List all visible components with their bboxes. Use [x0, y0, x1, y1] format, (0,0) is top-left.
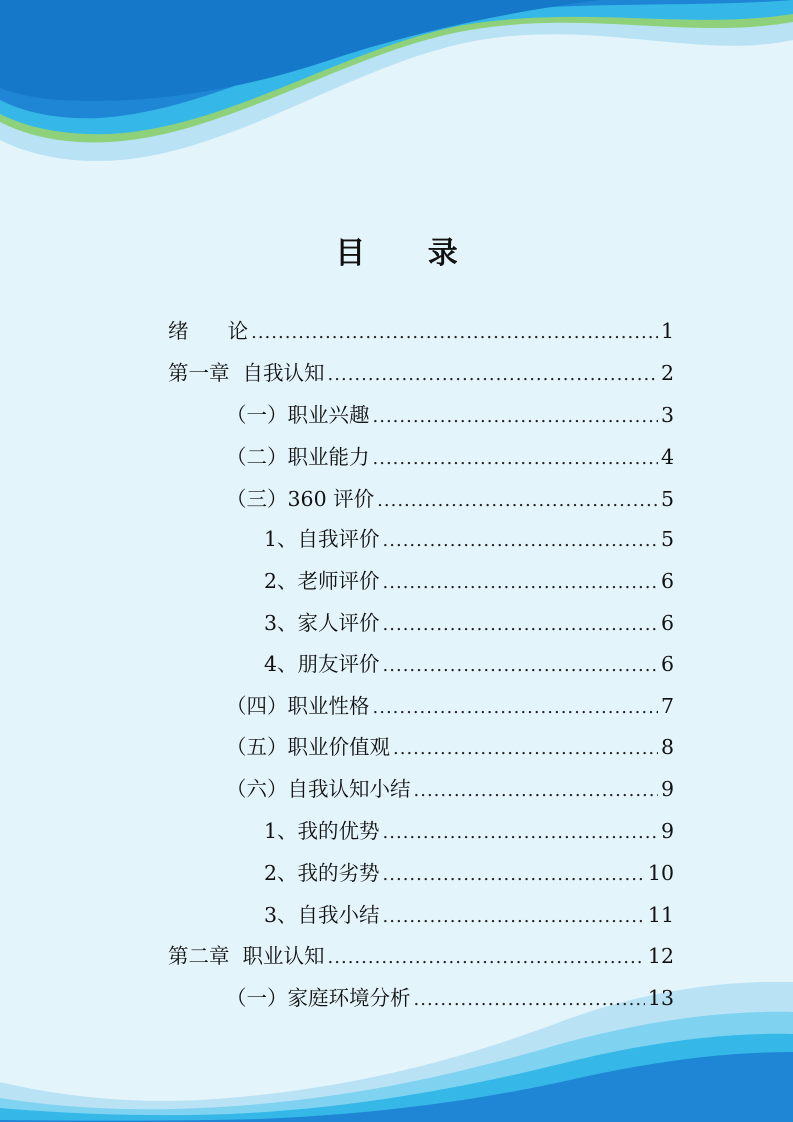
dot-leader [383, 818, 658, 848]
toc-entry-label: 第一章 自我认知 [168, 361, 325, 385]
toc-entry[interactable] [264, 566, 674, 596]
toc-page-number: 1 [660, 319, 674, 343]
toc-entry[interactable] [226, 691, 674, 721]
toc-entry[interactable] [264, 524, 674, 554]
toc-entry[interactable] [264, 649, 674, 679]
toc-page-number: 6 [660, 611, 674, 635]
toc-entry[interactable] [226, 732, 674, 762]
toc-page-number: 9 [660, 777, 674, 801]
dot-leader [377, 486, 658, 516]
toc-page-number: 12 [647, 944, 674, 968]
toc-entry-label: （二）职业能力 [226, 445, 370, 469]
dot-leader [393, 734, 658, 764]
toc-entry-label: （三）360 评价 [226, 487, 375, 511]
toc-entry-label: 2、老师评价 [264, 569, 380, 593]
toc-page-number: 5 [660, 487, 674, 511]
toc-page-number: 13 [647, 986, 674, 1010]
toc-entry[interactable] [264, 858, 674, 888]
toc-page-number: 8 [660, 735, 674, 759]
dot-leader [373, 693, 658, 723]
toc-entry-label: 1、自我评价 [264, 527, 380, 551]
dot-leader [383, 526, 658, 556]
dot-leader [383, 860, 645, 890]
toc-page-number: 4 [660, 445, 674, 469]
toc-entry-label: 第二章 职业认知 [168, 944, 325, 968]
dot-leader [373, 444, 658, 474]
toc-entry-label: （六）自我认知小结 [226, 777, 411, 801]
toc-entry[interactable] [226, 983, 674, 1013]
toc-entry-label: 3、自我小结 [264, 903, 380, 927]
dot-leader [373, 402, 658, 432]
dot-leader [414, 776, 658, 806]
toc-entry[interactable] [264, 608, 674, 638]
dot-leader [383, 651, 658, 681]
toc-entry[interactable] [226, 484, 674, 514]
toc-entry-label: （一）家庭环境分析 [226, 986, 411, 1010]
toc-entry[interactable] [226, 400, 674, 430]
toc-page-number: 6 [660, 569, 674, 593]
dot-leader [383, 610, 658, 640]
dot-leader [328, 943, 645, 973]
toc-entry-label: 1、我的优势 [264, 819, 380, 843]
toc-entry[interactable] [226, 774, 674, 804]
toc-entry[interactable] [226, 442, 674, 472]
toc-page-number: 7 [660, 694, 674, 718]
dot-leader [328, 360, 658, 390]
toc-page-number: 5 [660, 527, 674, 551]
toc-entry-label: （一）职业兴趣 [226, 403, 370, 427]
toc-entry[interactable] [168, 316, 674, 346]
toc-entry-label: 3、家人评价 [264, 611, 380, 635]
dot-leader [414, 985, 645, 1015]
toc-entry[interactable] [264, 816, 674, 846]
toc-page-number: 11 [647, 903, 674, 927]
toc-entry-label: （四）职业性格 [226, 694, 370, 718]
page-title: 目 录 [335, 236, 484, 271]
toc-page-number: 2 [660, 361, 674, 385]
toc-page-number: 10 [647, 861, 674, 885]
toc-entry[interactable] [264, 900, 674, 930]
toc-entry-label: 2、我的劣势 [264, 861, 380, 885]
toc-entry-label: 绪 论 [168, 319, 249, 343]
dot-leader [383, 568, 658, 598]
dot-leader [383, 902, 645, 932]
toc-entry[interactable] [168, 358, 674, 388]
toc-page-number: 9 [660, 819, 674, 843]
toc-page-number: 3 [660, 403, 674, 427]
top-wave-decoration [0, 0, 793, 170]
toc-entry-label: 4、朋友评价 [264, 652, 380, 676]
toc-entry[interactable] [168, 941, 674, 971]
dot-leader [251, 318, 658, 348]
toc-entry-label: （五）职业价值观 [226, 735, 390, 759]
toc-page-number: 6 [660, 652, 674, 676]
